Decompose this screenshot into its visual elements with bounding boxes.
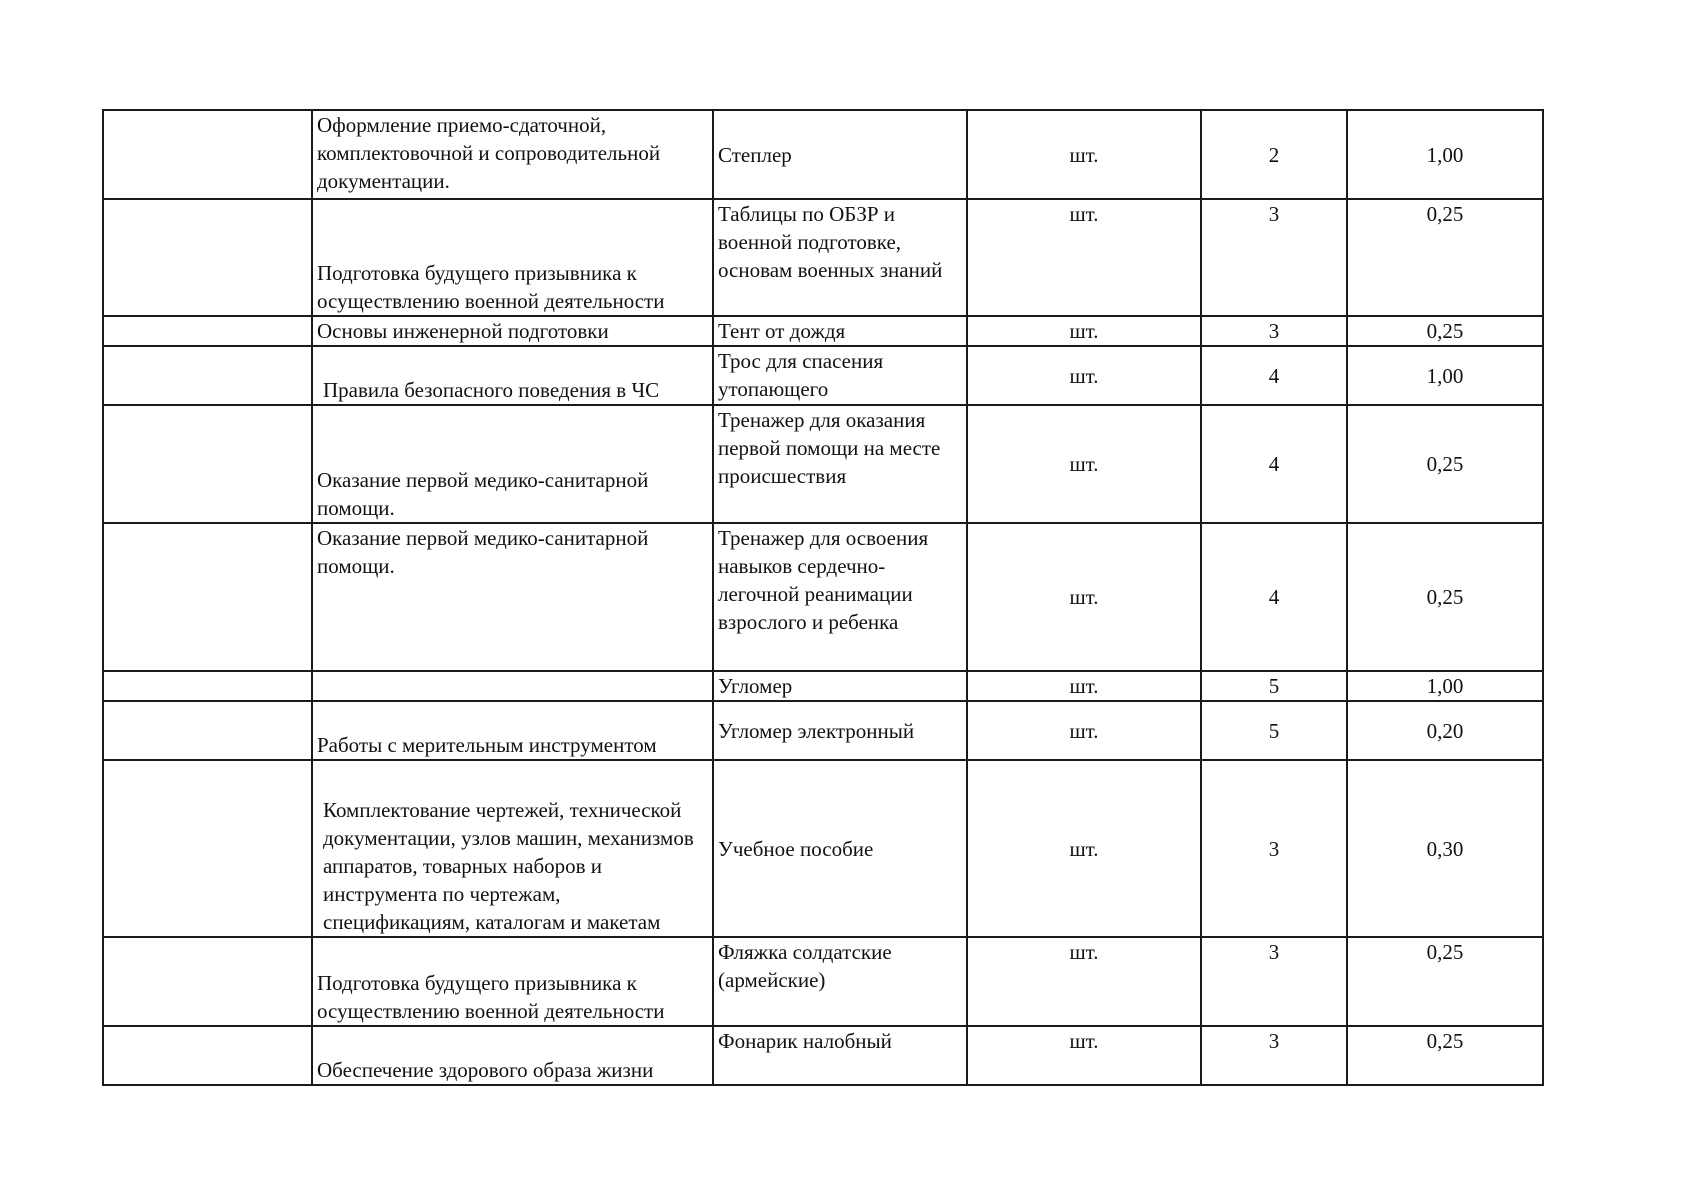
row-number-cell xyxy=(103,199,312,316)
unit-cell: шт. xyxy=(967,523,1201,671)
item-cell: Фонарик налобный xyxy=(713,1026,967,1085)
rate-cell: 0,25 xyxy=(1347,937,1543,1026)
activity-cell: Работы с мерительным инструментом xyxy=(312,701,713,760)
table-row xyxy=(103,523,1543,671)
item-cell: Степлер xyxy=(713,110,967,199)
item-cell: Фляжка солдатские (армейские) xyxy=(713,937,967,1026)
unit-cell: шт. xyxy=(967,937,1201,1026)
table-row xyxy=(103,1026,1543,1085)
equipment-table xyxy=(102,109,1544,1086)
activity-cell: Оформление приемо-сдаточной, комплектовочной и сопроводительной документации. xyxy=(312,110,713,199)
quantity-cell: 5 xyxy=(1201,671,1347,701)
table-row xyxy=(103,316,1543,346)
unit-cell: шт. xyxy=(967,199,1201,316)
activity-cell: Оказание первой медико-санитарной помощи. xyxy=(312,405,713,523)
item-cell: Тренажер для оказания первой помощи на месте происшествия xyxy=(713,405,967,523)
quantity-cell: 3 xyxy=(1201,937,1347,1026)
quantity-cell: 3 xyxy=(1201,199,1347,316)
rate-cell: 0,25 xyxy=(1347,405,1543,523)
unit-cell: шт. xyxy=(967,346,1201,405)
quantity-cell: 3 xyxy=(1201,316,1347,346)
row-number-cell xyxy=(103,110,312,199)
row-number-cell xyxy=(103,937,312,1026)
table-row xyxy=(103,701,1543,760)
row-number-cell xyxy=(103,1026,312,1085)
unit-cell: шт. xyxy=(967,760,1201,937)
unit-cell: шт. xyxy=(967,405,1201,523)
row-number-cell xyxy=(103,701,312,760)
rate-cell: 0,20 xyxy=(1347,701,1543,760)
item-cell: Угломер xyxy=(713,671,967,701)
unit-cell: шт. xyxy=(967,1026,1201,1085)
unit-cell: шт. xyxy=(967,316,1201,346)
rate-cell: 0,25 xyxy=(1347,1026,1543,1085)
activity-cell: Обеспечение здорового образа жизни xyxy=(312,1026,713,1085)
quantity-cell: 3 xyxy=(1201,1026,1347,1085)
row-number-cell xyxy=(103,523,312,671)
table-row xyxy=(103,199,1543,316)
activity-cell: Оказание первой медико-санитарной помощи. xyxy=(312,523,713,671)
row-number-cell xyxy=(103,760,312,937)
rate-cell: 0,25 xyxy=(1347,316,1543,346)
rate-cell: 0,30 xyxy=(1347,760,1543,937)
table-row xyxy=(103,760,1543,937)
activity-cell: Правила безопасного поведения в ЧС xyxy=(312,346,713,405)
table-row xyxy=(103,110,1543,199)
quantity-cell: 4 xyxy=(1201,405,1347,523)
activity-cell: Основы инженерной подготовки xyxy=(312,316,713,346)
quantity-cell: 2 xyxy=(1201,110,1347,199)
rate-cell: 0,25 xyxy=(1347,199,1543,316)
table-row xyxy=(103,671,1543,701)
unit-cell: шт. xyxy=(967,110,1201,199)
item-cell: Угломер электронный xyxy=(713,701,967,760)
unit-cell: шт. xyxy=(967,671,1201,701)
row-number-cell xyxy=(103,405,312,523)
item-cell: Трос для спасения утопающего xyxy=(713,346,967,405)
quantity-cell: 4 xyxy=(1201,523,1347,671)
row-number-cell xyxy=(103,671,312,701)
row-number-cell xyxy=(103,346,312,405)
activity-cell: Подготовка будущего призывника к осуществлению военной деятельности xyxy=(312,937,713,1026)
unit-cell: шт. xyxy=(967,701,1201,760)
table-row xyxy=(103,346,1543,405)
activity-cell xyxy=(312,671,713,701)
activity-cell: Комплектование чертежей, технической документации, узлов машин, механизмов аппаратов, товарных наборов и инструмента по чертежам, спецификациям, каталогам и макетам xyxy=(312,760,713,937)
table-row xyxy=(103,405,1543,523)
item-cell: Тент от дождя xyxy=(713,316,967,346)
item-cell: Таблицы по ОБЗР и военной подготовке, основам военных знаний xyxy=(713,199,967,316)
row-number-cell xyxy=(103,316,312,346)
rate-cell: 1,00 xyxy=(1347,346,1543,405)
item-cell: Учебное пособие xyxy=(713,760,967,937)
quantity-cell: 3 xyxy=(1201,760,1347,937)
rate-cell: 1,00 xyxy=(1347,671,1543,701)
rate-cell: 0,25 xyxy=(1347,523,1543,671)
quantity-cell: 4 xyxy=(1201,346,1347,405)
item-cell: Тренажер для освоения навыков сердечно-легочной реанимации взрослого и ребенка xyxy=(713,523,967,671)
table-row xyxy=(103,937,1543,1026)
activity-cell: Подготовка будущего призывника к осуществлению военной деятельности xyxy=(312,199,713,316)
quantity-cell: 5 xyxy=(1201,701,1347,760)
rate-cell: 1,00 xyxy=(1347,110,1543,199)
